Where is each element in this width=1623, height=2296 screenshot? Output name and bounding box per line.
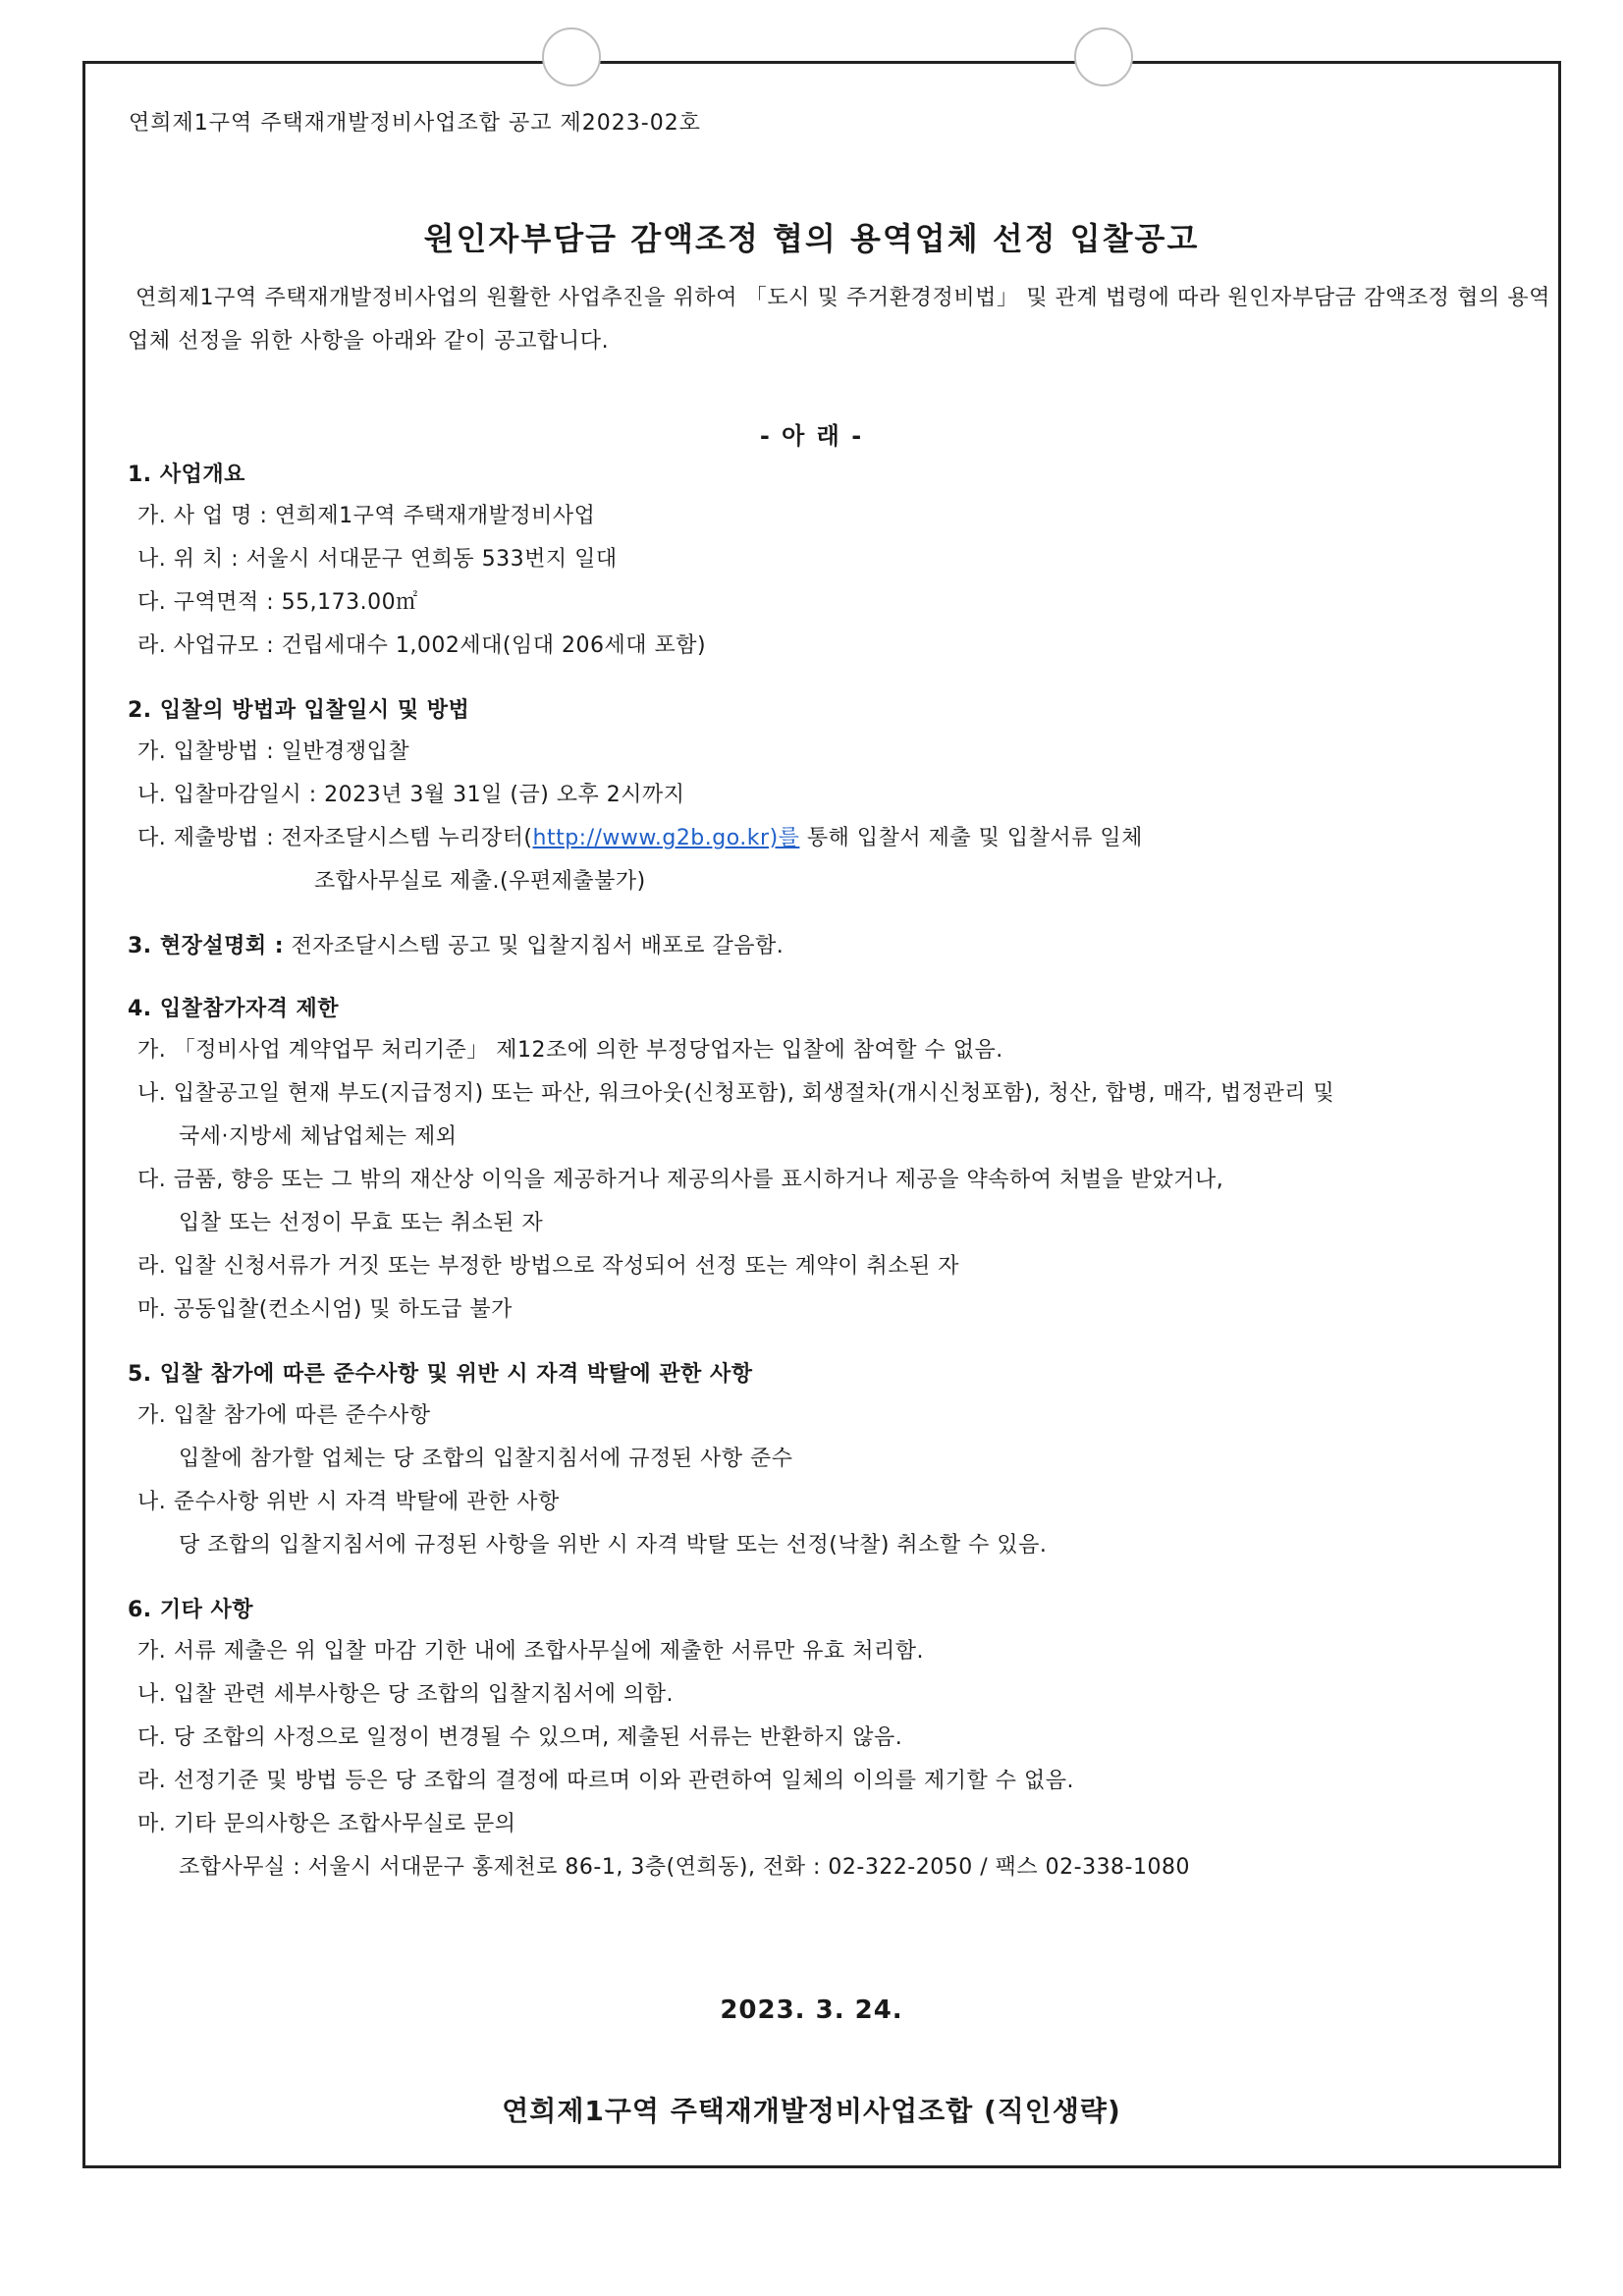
section-heading: 3. 현장설명회 :	[128, 934, 285, 958]
section-heading: 2. 입찰의 방법과 입찰일시 및 방법	[128, 698, 470, 723]
list-item: 가. 서류 제출은 위 입찰 마감 기한 내에 조합사무실에 제출한 서류만 유효 처리함.	[137, 1639, 924, 1664]
list-item: 다. 구역면적 : 55,173.00㎡	[137, 590, 418, 615]
doc-number: 연희제1구역 주택재개발정비사업조합 공고 제2023-02호	[129, 111, 701, 136]
list-item: 라. 사업규모 : 건립세대수 1,002세대(임대 206세대 포함)	[137, 633, 707, 658]
section-compliance	[128, 1355, 1532, 1567]
list-item-continuation: 입찰에 참가할 업체는 당 조합의 입찰지침서에 규정된 사항 준수	[179, 1447, 793, 1471]
punch-hole-left	[542, 27, 601, 86]
contact-info: 조합사무실 : 서울시 서대문구 홍제천로 86-1, 3층(연희동), 전화 : 02-322-2050 / 팩스 02-338-1080	[179, 1855, 1190, 1880]
submission-method-item	[128, 817, 1532, 860]
list-item-continuation: 국세·지방세 체납업체는 제외	[179, 1124, 458, 1149]
list-item: 가. 입찰방법 : 일반경쟁입찰	[137, 739, 410, 764]
list-item: 나. 입찰공고일 현재 부도(지급정지) 또는 파산, 워크아웃(신청포함), 회생절차(개시신청포함), 청산, 합병, 매각, 법정관리 및	[137, 1081, 1335, 1106]
list-item-continuation: 당 조합의 입찰지침서에 규정된 사항을 위반 시 자격 박탈 또는 선정(낙찰) 취소할 수 있음.	[179, 1533, 1048, 1558]
list-item: 가. 입찰 참가에 따른 준수사항	[137, 1403, 431, 1428]
section-site-briefing	[128, 927, 1532, 966]
section-heading: 4. 입찰참가자격 제한	[128, 997, 339, 1021]
issuer-name: 연희제1구역 주택재개발정비사업조합 (직인생략)	[502, 2095, 1121, 2127]
section-heading: 6. 기타 사항	[128, 1598, 253, 1622]
list-item-continuation: 입찰 또는 선정이 무효 또는 취소된 자	[179, 1211, 544, 1235]
list-item: 라. 입찰 신청서류가 거짓 또는 부정한 방법으로 작성되어 선정 또는 계약이 취소된 자	[137, 1254, 959, 1279]
submission-method-suffix: 통해 입찰서 제출 및 입찰서류 일체	[799, 826, 1143, 850]
notice-body	[128, 456, 1532, 1889]
list-item: 마. 기타 문의사항은 조합사무실로 문의	[137, 1812, 516, 1836]
intro-paragraph: 연희제1구역 주택재개발정비사업의 원활한 사업추진을 위하여 「도시 및 주거환경정비법」 및 관계 법령에 따라 원인자부담금 감액조정 협의 용역업체 선정을 위한 사항을 아래와 같이 공고합니다.	[128, 286, 1551, 354]
list-item: 나. 준수사항 위반 시 자격 박탈에 관한 사항	[137, 1490, 560, 1514]
list-item: 마. 공동입찰(컨소시엄) 및 하도급 불가	[137, 1297, 513, 1322]
submission-method-continuation: 조합사무실로 제출.(우편제출불가)	[314, 869, 646, 894]
submission-method-prefix: 다. 제출방법 : 전자조달시스템 누리장터(	[137, 826, 533, 850]
section-heading: 1. 사업개요	[128, 463, 245, 487]
below-label: - 아 래 -	[759, 422, 864, 450]
section-bidding-method	[128, 691, 1532, 903]
section-heading: 5. 입찰 참가에 따른 준수사항 및 위반 시 자격 박탈에 관한 사항	[128, 1362, 753, 1387]
punch-hole-right	[1074, 27, 1133, 86]
list-item: 가. 「정비사업 계약업무 처리기준」 제12조에 의한 부정당업자는 입찰에 참여할 수 없음.	[137, 1038, 1003, 1063]
section-project-overview	[128, 456, 1532, 668]
page-title: 원인자부담금 감액조정 협의 용역업체 선정 입찰공고	[423, 220, 1200, 257]
g2b-link[interactable]: http://www.g2b.go.kr)를	[532, 826, 800, 850]
list-item: 가. 사 업 명 : 연희제1구역 주택재개발정비사업	[137, 504, 596, 528]
list-item: 다. 금품, 향응 또는 그 밖의 재산상 이익을 제공하거나 제공의사를 표시하거나 제공을 약속하여 처벌을 받았거나,	[137, 1168, 1224, 1192]
list-item: 나. 위 치 : 서울시 서대문구 연희동 533번지 일대	[137, 547, 618, 572]
section-eligibility-restrictions	[128, 990, 1532, 1332]
list-item: 나. 입찰 관련 세부사항은 당 조합의 입찰지침서에 의함.	[137, 1682, 674, 1707]
list-item: 다. 당 조합의 사정으로 일정이 변경될 수 있으며, 제출된 서류는 반환하지 않음.	[137, 1725, 903, 1750]
site-briefing-line	[128, 927, 1532, 966]
list-item: 라. 선정기준 및 방법 등은 당 조합의 결정에 따르며 이와 관련하여 일체의 이의를 제기할 수 없음.	[137, 1769, 1074, 1793]
notice-date: 2023. 3. 24.	[720, 1995, 903, 2025]
site-briefing-text: 전자조달시스템 공고 및 입찰지침서 배포로 갈음함.	[284, 934, 784, 958]
section-other-matters	[128, 1591, 1532, 1889]
list-item: 나. 입찰마감일시 : 2023년 3월 31일 (금) 오후 2시까지	[137, 783, 685, 807]
